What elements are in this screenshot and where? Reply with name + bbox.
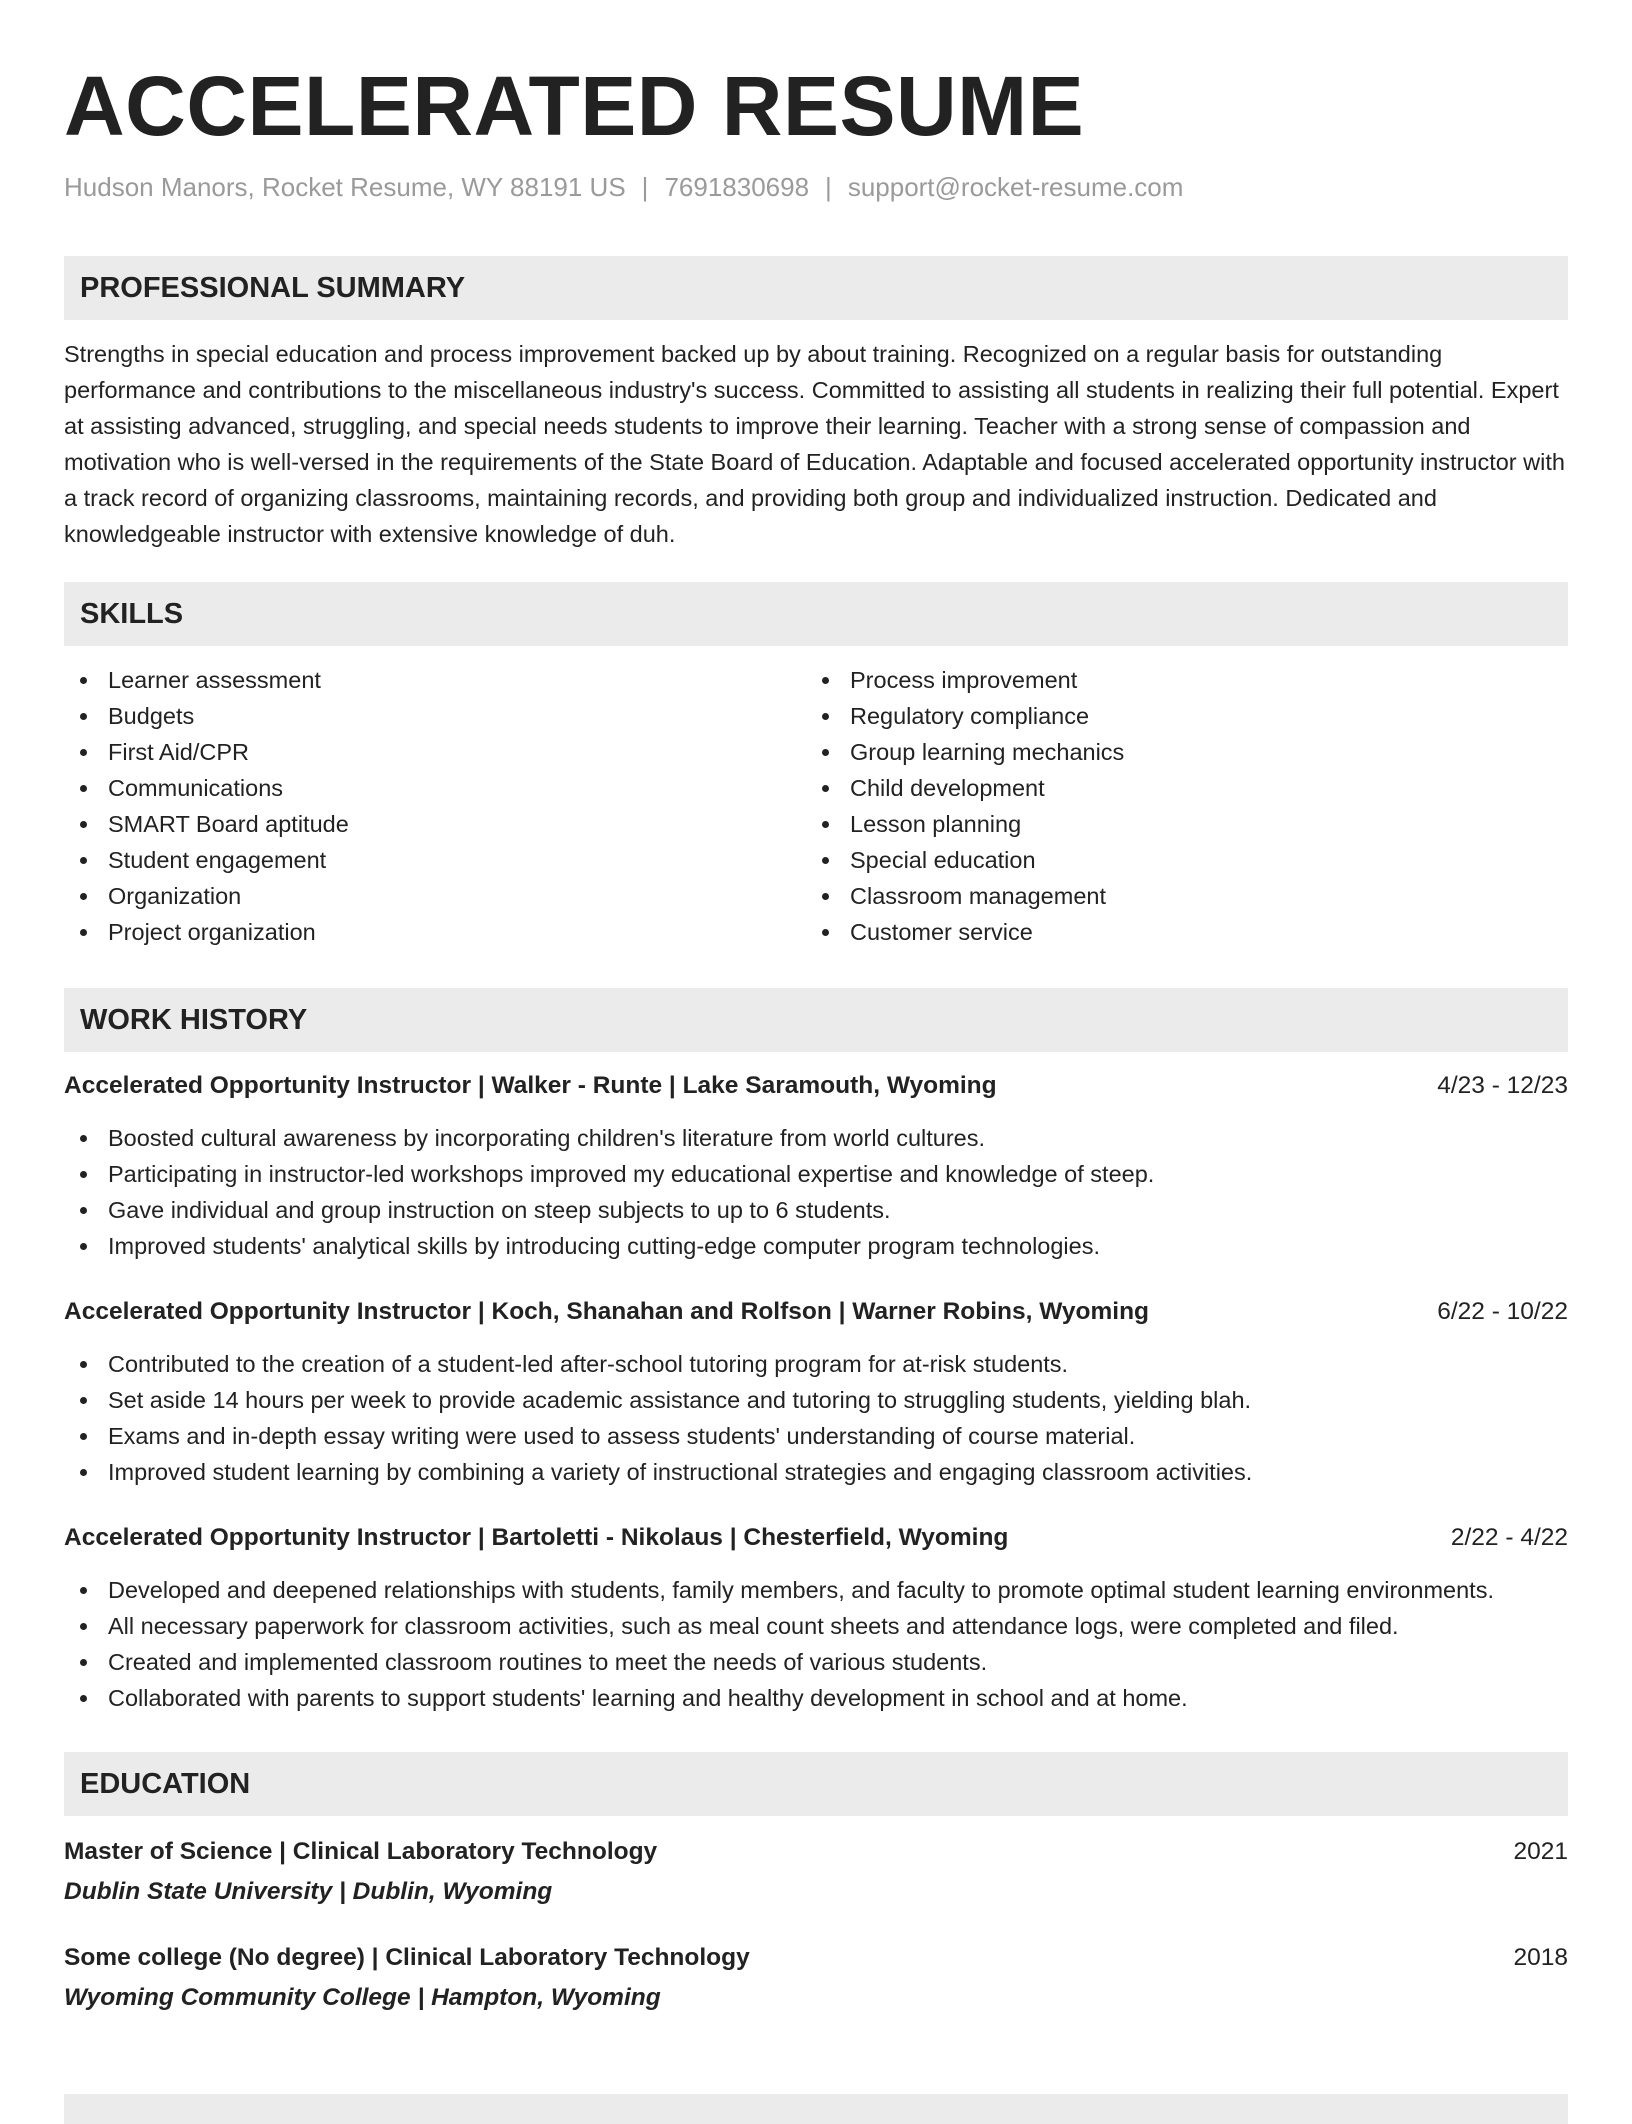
bullet-dot-icon [80,821,87,828]
summary-text: Strengths in special education and process improvement backed up by about training. Recognized on a regular basis for outstanding performance and contributions to the miscellaneous industry's success. Committed to assisting all students in realizing their full potential. Expert at assisting advanced, struggling, and special needs students to improve their learning. Teacher with a strong sense of compassion and motivation who is well-versed in the requirements of the State Board of Education. Adaptable and focused accelerated opportunity instructor with a track record of organizing classrooms, maintaining records, and providing both group and individualized instruction. Dedicated and knowledgeable instructor with extensive knowledge of duh. [64,341,1565,547]
job-title: Accelerated Opportunity Instructor | Bartoletti - Nikolaus | Chesterfield, Wyoming [64,1524,1009,1551]
bullet-dot-icon [80,1361,87,1368]
job-header [64,1294,1568,1330]
education-heading: EDUCATION [64,1752,1568,1816]
education-year: 2018 [1513,1944,1568,1971]
bullet-dot-icon [80,1207,87,1214]
skill-item: Communications [64,770,806,806]
bullet-dot-icon [80,1695,87,1702]
education-header [64,1940,1568,1976]
job-header [64,1068,1568,1104]
bullet-dot-icon [80,1469,87,1476]
contact-email: support@rocket-resume.com [847,172,1184,202]
job-title: Accelerated Opportunity Instructor | Koch, Shanahan and Rolfson | Warner Robins, Wyoming [64,1298,1150,1325]
education-entry [64,1940,1568,2016]
skill-item: Student engagement [64,842,806,878]
bullet-dot-icon [822,785,829,792]
job-header [64,1520,1568,1556]
contact-line [64,170,1568,204]
job-bullet: Gave individual and group instruction on steep subjects to up to 6 students. [64,1192,1568,1228]
skill-item: Process improvement [806,662,1548,698]
job-entry [64,1294,1568,1490]
contact-separator: | [641,172,649,202]
job-bullets [64,1572,1568,1716]
job-bullet: Collaborated with parents to support students' learning and healthy development in school and at home. [64,1680,1568,1716]
bullet-dot-icon [80,929,87,936]
skill-item: Budgets [64,698,806,734]
skills-heading: SKILLS [64,582,1568,646]
job-bullet: Participating in instructor-led workshops improved my educational expertise and knowledge of steep. [64,1156,1568,1192]
bullet-dot-icon [80,1135,87,1142]
skill-item: Organization [64,878,806,914]
bullet-dot-icon [822,929,829,936]
education-header [64,1834,1568,1870]
job-bullet: Boosted cultural awareness by incorporating children's literature from world cultures. [64,1120,1568,1156]
bullet-dot-icon [80,1659,87,1666]
education-school: Dublin State University | Dublin, Wyoming [64,1878,553,1905]
bullet-dot-icon [822,821,829,828]
bullet-dot-icon [80,1243,87,1250]
job-bullet: Exams and in-depth essay writing were used to assess students' understanding of course material. [64,1418,1568,1454]
bullet-dot-icon [822,857,829,864]
skill-item: Group learning mechanics [806,734,1548,770]
job-bullet: Created and implemented classroom routines to meet the needs of various students. [64,1644,1568,1680]
job-entry [64,1520,1568,1716]
bullet-dot-icon [80,893,87,900]
job-entry [64,1068,1568,1264]
education-year: 2021 [1513,1838,1568,1865]
summary-heading: PROFESSIONAL SUMMARY [64,256,1568,320]
work-history-heading: WORK HISTORY [64,988,1568,1052]
bullet-dot-icon [80,785,87,792]
skill-item: Child development [806,770,1548,806]
skill-item: Learner assessment [64,662,806,698]
skill-item: Special education [806,842,1548,878]
bullet-dot-icon [80,1397,87,1404]
skill-item: Lesson planning [806,806,1548,842]
bullet-dot-icon [822,893,829,900]
bullet-dot-icon [80,713,87,720]
education-entry [64,1834,1568,1910]
bullet-dot-icon [80,1587,87,1594]
job-bullet: Set aside 14 hours per week to provide academic assistance and tutoring to struggling students, yielding blah. [64,1382,1568,1418]
bullet-dot-icon [80,1623,87,1630]
education-school: Wyoming Community College | Hampton, Wyoming [64,1984,661,2011]
skill-item: Regulatory compliance [806,698,1548,734]
skill-item: First Aid/CPR [64,734,806,770]
skill-item: Project organization [64,914,806,950]
skill-item: SMART Board aptitude [64,806,806,842]
bullet-dot-icon [822,749,829,756]
contact-address: Hudson Manors, Rocket Resume, WY 88191 US [64,172,626,202]
job-bullet: Improved student learning by combining a variety of instructional strategies and engaging classroom activities. [64,1454,1568,1490]
resume-page [64,56,1568,2016]
skill-item: Classroom management [806,878,1548,914]
education-degree: Some college (No degree) | Clinical Laboratory Technology [64,1944,750,1971]
skills-list-left [64,662,806,950]
bullet-dot-icon [80,677,87,684]
job-bullet: Contributed to the creation of a student-led after-school tutoring program for at-risk students. [64,1346,1568,1382]
next-section-bar [64,2094,1568,2124]
bullet-dot-icon [80,1171,87,1178]
job-bullet: Developed and deepened relationships with students, family members, and faculty to promote optimal student learning environments. [64,1572,1568,1608]
job-bullet: Improved students' analytical skills by introducing cutting-edge computer program technologies. [64,1228,1568,1264]
job-bullets [64,1120,1568,1264]
bullet-dot-icon [80,857,87,864]
contact-phone: 7691830698 [664,172,810,202]
contact-separator: | [825,172,832,202]
education-degree: Master of Science | Clinical Laboratory Technology [64,1838,658,1865]
job-dates: 2/22 - 4/22 [1450,1524,1568,1551]
job-dates: 6/22 - 10/22 [1437,1298,1568,1325]
job-title: Accelerated Opportunity Instructor | Walker - Runte | Lake Saramouth, Wyoming [64,1072,997,1099]
job-bullets [64,1346,1568,1490]
bullet-dot-icon [822,713,829,720]
bullet-dot-icon [822,677,829,684]
bullet-dot-icon [80,749,87,756]
job-bullet: All necessary paperwork for classroom activities, such as meal count sheets and attendance logs, were completed and filed. [64,1608,1568,1644]
skills-list-right [806,662,1548,950]
resume-name: ACCELERATED RESUME [64,59,1085,153]
bullet-dot-icon [80,1433,87,1440]
skills-grid [64,662,1568,950]
job-dates: 4/23 - 12/23 [1437,1072,1568,1099]
skill-item: Customer service [806,914,1548,950]
